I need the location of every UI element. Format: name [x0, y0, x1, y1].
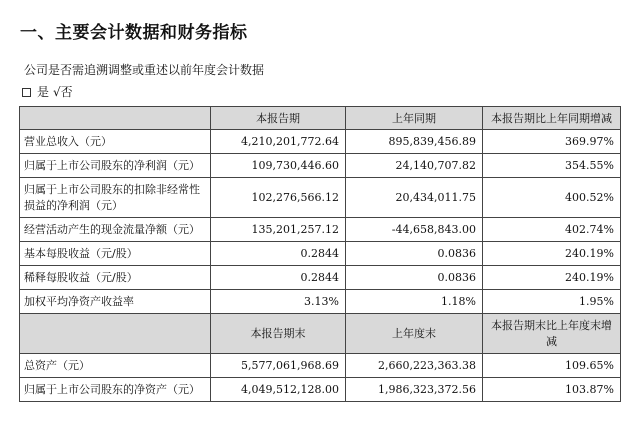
change-value: 354.55% — [483, 154, 621, 178]
table-row — [20, 218, 621, 242]
change-value: 240.19% — [483, 242, 621, 266]
row-label: 稀释每股收益（元/股） — [20, 266, 211, 290]
no-label: 否 — [60, 85, 73, 99]
table-row — [20, 354, 621, 378]
row-label: 加权平均净资产收益率 — [20, 290, 211, 314]
header-period-end-change: 本报告期末比上年度末增减 — [483, 314, 621, 354]
row-label: 归属于上市公司股东的净资产（元） — [20, 378, 211, 402]
change-value: 369.97% — [483, 130, 621, 154]
prior-value: 1.18% — [346, 290, 483, 314]
section-title: 一、主要会计数据和财务指标 — [20, 23, 248, 43]
prior-value: 895,839,456.89 — [346, 130, 483, 154]
row-label: 经营活动产生的现金流量净额（元） — [20, 218, 211, 242]
prior-value: 24,140,707.82 — [346, 154, 483, 178]
header-period-change: 本报告期比上年同期增减 — [483, 107, 621, 130]
current-value: 4,210,201,772.64 — [211, 130, 346, 154]
yes-label: 是 — [37, 85, 50, 99]
header-prior-year-end: 上年度末 — [346, 314, 483, 354]
header-prior-year-period: 上年同期 — [346, 107, 483, 130]
yes-checkbox[interactable] — [22, 88, 31, 97]
current-value: 0.2844 — [211, 266, 346, 290]
change-value: 402.74% — [483, 218, 621, 242]
row-label: 归属于上市公司股东的扣除非经常性损益的净利润（元） — [20, 178, 211, 218]
row-label: 归属于上市公司股东的净利润（元） — [20, 154, 211, 178]
no-check-mark: √ — [53, 84, 61, 99]
change-value: 1.95% — [483, 290, 621, 314]
current-value: 5,577,061,968.69 — [211, 354, 346, 378]
restatement-options — [22, 83, 73, 100]
change-value: 103.87% — [483, 378, 621, 402]
change-value: 109.65% — [483, 354, 621, 378]
table-row — [20, 290, 621, 314]
row-label: 总资产（元） — [20, 354, 211, 378]
current-value: 3.13% — [211, 290, 346, 314]
restatement-question: 公司是否需追溯调整或重述以前年度会计数据 — [24, 63, 265, 77]
prior-value: 0.0836 — [346, 242, 483, 266]
financial-data-table — [19, 106, 621, 402]
header-period-end: 本报告期末 — [211, 314, 346, 354]
table-row — [20, 178, 621, 218]
header-current-period: 本报告期 — [211, 107, 346, 130]
table-header-row — [20, 107, 621, 130]
prior-value: 1,986,323,372.56 — [346, 378, 483, 402]
table-header-row — [20, 314, 621, 354]
row-label: 营业总收入（元） — [20, 130, 211, 154]
current-value: 4,049,512,128.00 — [211, 378, 346, 402]
table-row — [20, 154, 621, 178]
prior-value: 0.0836 — [346, 266, 483, 290]
table-row — [20, 242, 621, 266]
header-blank-cell — [20, 107, 211, 130]
change-value: 240.19% — [483, 266, 621, 290]
current-value: 0.2844 — [211, 242, 346, 266]
table-row — [20, 130, 621, 154]
current-value: 109,730,446.60 — [211, 154, 346, 178]
change-value: 400.52% — [483, 178, 621, 218]
prior-value: -44,658,843.00 — [346, 218, 483, 242]
row-label: 基本每股收益（元/股） — [20, 242, 211, 266]
table-row — [20, 266, 621, 290]
prior-value: 2,660,223,363.38 — [346, 354, 483, 378]
current-value: 135,201,257.12 — [211, 218, 346, 242]
table-row — [20, 378, 621, 402]
current-value: 102,276,566.12 — [211, 178, 346, 218]
prior-value: 20,434,011.75 — [346, 178, 483, 218]
header-blank-cell — [20, 314, 211, 354]
